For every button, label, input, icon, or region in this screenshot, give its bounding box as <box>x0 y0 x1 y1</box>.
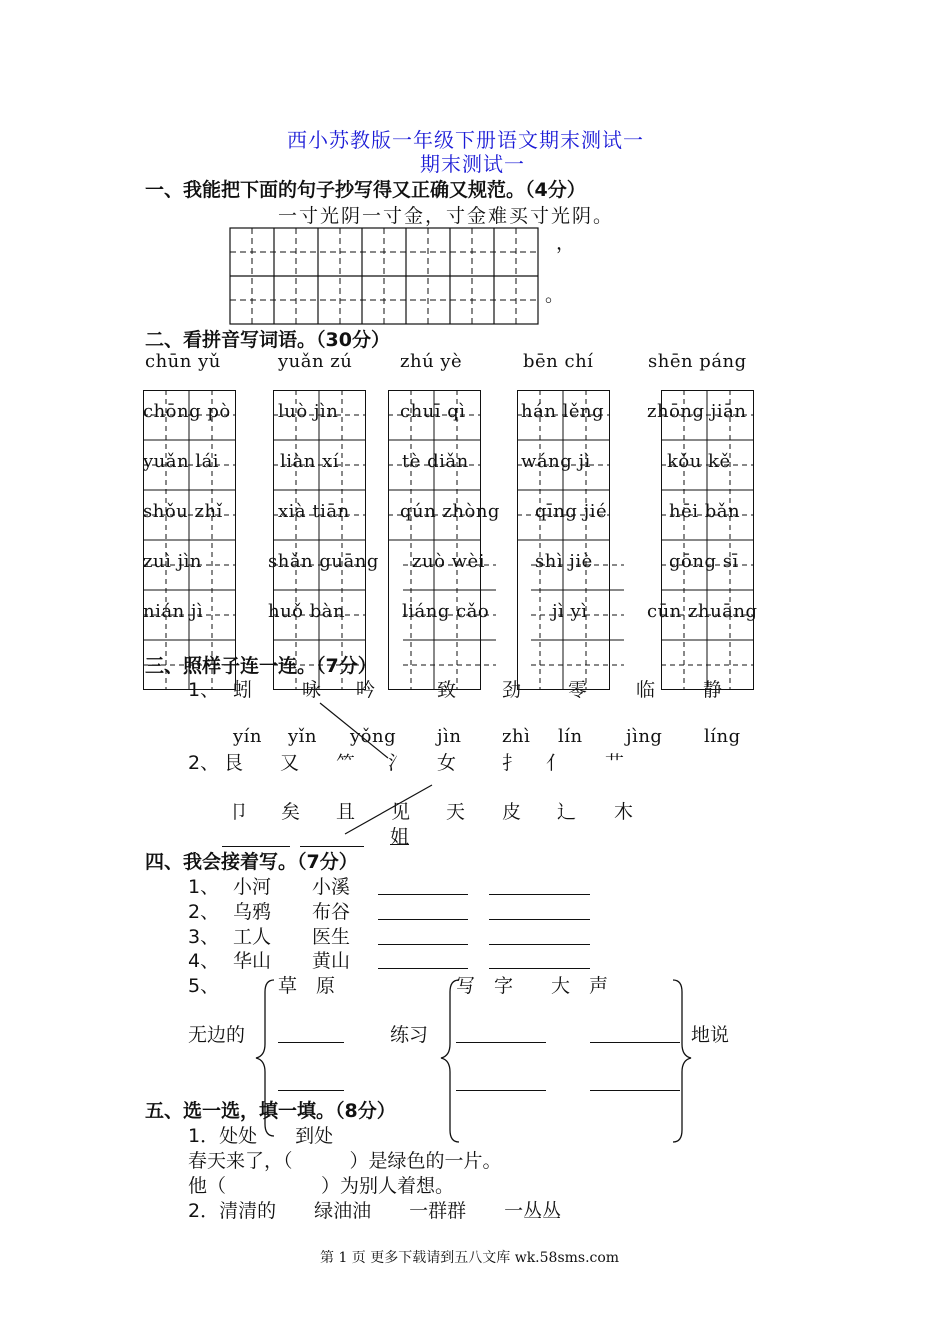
pinyin-label: shēn páng <box>648 351 747 372</box>
section5-heading: 五、选一选，填一填。（8分） <box>145 1100 396 1122</box>
item-word: 工人 <box>233 926 272 948</box>
item-number: 1、 <box>188 876 220 898</box>
item-number: 4、 <box>188 950 220 972</box>
pinyin-label: huǒ bàn <box>268 601 346 622</box>
copy-comma: ， <box>556 232 576 254</box>
match-radical[interactable]: 又 <box>280 752 300 774</box>
match-pinyin[interactable]: jìn <box>437 726 462 747</box>
pinyin-label: chūn yǔ <box>145 351 221 372</box>
item-word: 华山 <box>233 950 272 972</box>
match-component[interactable]: 木 <box>614 801 634 823</box>
question-1: 1．处处 到处 <box>188 1125 334 1147</box>
example-answer: 姐 <box>390 826 410 848</box>
section2-heading: 二、看拼音写词语。（30分） <box>145 329 390 351</box>
match-component[interactable]: 天 <box>446 801 466 823</box>
pinyin-label: xià tiān <box>278 501 350 522</box>
pinyin-label: qīng jié <box>535 501 608 522</box>
match-char[interactable]: 零 <box>568 679 588 701</box>
pinyin-label: zuì jìn <box>143 551 202 572</box>
item-word: 布谷 <box>312 901 351 923</box>
match-pinyin[interactable]: yǒng <box>350 726 397 747</box>
match-pinyin[interactable]: lín <box>558 726 583 747</box>
page-footer: 第 1 页 更多下载请到五八文库 wk.58sms.com <box>320 1250 620 1266</box>
match-radical[interactable]: 氵 <box>388 752 408 774</box>
match-radical[interactable]: 艹 <box>605 752 625 774</box>
copy-period: 。 <box>545 284 565 306</box>
phrase-mid: 练习 <box>390 1024 429 1046</box>
item-word: 小溪 <box>312 876 351 898</box>
section3-heading: 三、照样子连一连。（7分） <box>145 655 377 677</box>
pinyin-label: qún zhòng <box>400 501 500 522</box>
item-number: 2、 <box>188 901 220 923</box>
item-word: 乌鸦 <box>233 901 272 923</box>
doc-title: 西小苏教版一年级下册语文期末测试一 <box>287 128 644 152</box>
item-word: 黄山 <box>312 950 351 972</box>
match-char[interactable]: 临 <box>636 679 656 701</box>
match-component[interactable]: 辶 <box>557 801 577 823</box>
match-char[interactable]: 劲 <box>502 679 522 701</box>
pinyin-label: bēn chí <box>523 351 594 372</box>
match-pinyin[interactable]: jìng <box>626 726 663 747</box>
item-word: 医生 <box>312 926 351 948</box>
match-radical[interactable]: 扌 <box>502 752 522 774</box>
pinyin-label: nián jì <box>143 601 204 622</box>
match-pinyin[interactable]: yín <box>233 726 263 747</box>
pinyin-label: cūn zhuāng <box>647 601 758 622</box>
item-word: 小河 <box>233 876 272 898</box>
pinyin-label: jì yì <box>552 601 588 622</box>
match-radical[interactable]: 女 <box>437 752 457 774</box>
match-pinyin[interactable]: zhì <box>502 726 531 747</box>
match-line2-number: 2、 <box>188 752 220 774</box>
match-char[interactable]: 蚓 <box>233 679 253 701</box>
pinyin-label: zhú yè <box>400 351 463 372</box>
pinyin-label: zuò wèi <box>412 551 485 572</box>
pinyin-label: kǒu kě <box>667 451 731 472</box>
item-number: 3、 <box>188 926 220 948</box>
section1-heading: 一、我能把下面的句子抄写得又正确又规范。（4分） <box>145 179 586 201</box>
match-radical[interactable]: ⺮ <box>336 752 356 774</box>
pinyin-label: chōng pò <box>143 401 231 422</box>
pinyin-label: hēi bǎn <box>669 501 741 522</box>
match-char[interactable]: 咏 <box>302 679 322 701</box>
section4-heading: 四、我会接着写。（7分） <box>145 851 358 873</box>
match-radical[interactable]: 艮 <box>224 752 244 774</box>
pinyin-label: shǎn guāng <box>268 551 379 572</box>
section1-sentence: 一寸光阴一寸金，寸金难买寸光阴。 <box>278 205 615 227</box>
match-component[interactable]: 皮 <box>502 801 522 823</box>
match-component[interactable]: 矣 <box>281 801 301 823</box>
match-component[interactable]: 且 <box>336 801 356 823</box>
pinyin-label: luò jìn <box>278 401 339 422</box>
pinyin-label: yuǎn zú <box>278 351 353 372</box>
pinyin-label: shì jiè <box>535 551 593 572</box>
pinyin-label: wáng jì <box>521 451 591 472</box>
match-component[interactable]: 见 <box>391 801 411 823</box>
match-pinyin[interactable]: yǐn <box>288 726 318 747</box>
match-radical[interactable]: 亻 <box>546 752 566 774</box>
pinyin-label: shǒu zhǐ <box>143 501 223 522</box>
pinyin-label: yuǎn lái <box>143 451 220 472</box>
pinyin-label: liàn xí <box>280 451 339 472</box>
item-number: 5、 <box>188 975 220 997</box>
brace1-word: 草 原 <box>278 975 336 997</box>
pinyin-label: tè diǎn <box>402 451 469 472</box>
match-line1-number: 1、 <box>188 679 220 701</box>
pinyin-label: liáng cǎo <box>402 601 490 622</box>
match-char[interactable]: 致 <box>437 679 457 701</box>
brace2-words: 写 字 大 声 <box>456 975 609 997</box>
question-1b[interactable]: 他（ ）为别人着想。 <box>188 1175 455 1197</box>
match-pinyin[interactable]: líng <box>704 726 741 747</box>
phrase-left: 无边的 <box>188 1024 246 1046</box>
pinyin-label: hán lěng <box>521 401 605 422</box>
match-component[interactable]: 卩 <box>229 801 249 823</box>
question-1a[interactable]: 春天来了，（ ）是绿色的一片。 <box>188 1150 502 1172</box>
phrase-right: 地说 <box>691 1024 730 1046</box>
doc-subtitle: 期末测试一 <box>420 152 525 176</box>
match-char[interactable]: 吟 <box>356 679 376 701</box>
pinyin-label: gōng sī <box>669 551 739 572</box>
match-char[interactable]: 静 <box>703 679 723 701</box>
pinyin-label: zhōng jiān <box>647 401 747 422</box>
question-2: 2．清清的 绿油油 一群群 一丛丛 <box>188 1200 562 1222</box>
pinyin-label: chuī qì <box>400 401 466 422</box>
